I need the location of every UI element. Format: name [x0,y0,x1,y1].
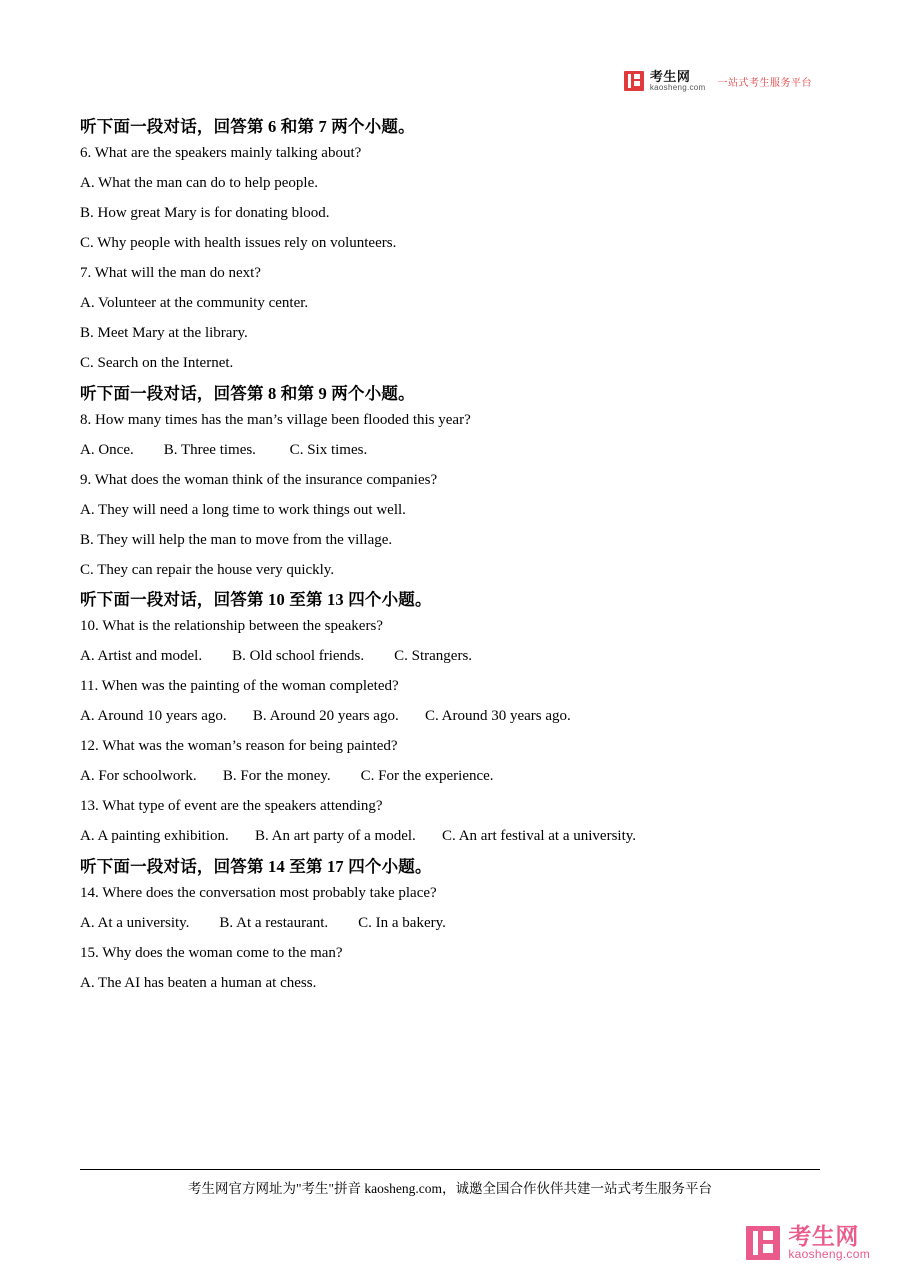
question-line: C. Why people with health issues rely on volunteers. [80,235,397,251]
question-line: 8. How many times has the man’s village been flooded this year? [80,411,471,428]
section-title: 听下面一段对话，回答第 10 至第 13 四个小题。 [80,590,432,609]
question-group-10-13 [80,578,820,845]
question-group-6-7 [80,105,820,372]
question-line: 12. What was the woman’s reason for being painted? [80,738,398,754]
question-line: B. Meet Mary at the library. [80,325,248,341]
header-logo-domain: kaosheng.com [649,82,706,92]
question-line: A. Once. B. Three times. C. Six times. [80,441,368,458]
footer-logo-name: 考生网 [788,1223,859,1250]
header-logo-text [650,70,706,92]
question-line: 13. What type of event are the speakers attending? [80,798,383,814]
question-line: C. They can repair the house very quickly. [80,561,335,578]
page-footer [0,1163,900,1273]
header-logo [624,70,812,92]
question-line: B. How great Mary is for donating blood. [80,205,330,221]
section-title: 听下面一段对话，回答第 8 和第 9 两个小题。 [80,383,415,403]
question-line: 11. When was the painting of the woman completed? [80,678,399,694]
question-line: A. Artist and model. B. Old school friends. C. Strangers. [80,648,473,664]
kaosheng-logo-icon [746,1226,780,1260]
question-line: 15. Why does the woman come to the man? [80,944,343,961]
question-line: B. They will help the man to move from the village. [80,531,393,548]
question-line: 6. What are the speakers mainly talking about? [80,145,362,161]
question-line: 9. What does the woman think of the insurance companies? [80,471,438,488]
footer-divider [80,1169,820,1170]
question-content [80,105,820,991]
question-line: C. Search on the Internet. [80,355,234,371]
kaosheng-logo-icon [624,71,644,91]
question-group-14-17 [80,845,820,992]
question-line: A. The AI has beaten a human at chess. [80,974,317,991]
header-slogan: 一站式考生服务平台 [717,77,812,89]
question-line: A. A painting exhibition. B. An art party of a model. C. An art festival at a university. [80,828,637,844]
footer-note: 考生网官方网址为"考生"拼音 kaosheng.com，诚邀全国合作伙伴共建一站式考生服务平台 [187,1181,712,1196]
question-group-8-9 [80,372,820,579]
section-title: 听下面一段对话，回答第 14 至第 17 四个小题。 [80,856,432,876]
section-title: 听下面一段对话，回答第 6 和第 7 两个小题。 [80,117,415,136]
footer-logo-domain: kaosheng.com [788,1247,870,1262]
question-line: 10. What is the relationship between the speakers? [80,618,383,634]
footer-logo [746,1224,870,1261]
footer-logo-text [788,1224,870,1261]
question-line: A. Volunteer at the community center. [80,295,309,311]
question-line: A. At a university. B. At a restaurant. C. In a bakery. [80,914,446,931]
question-line: A. They will need a long time to work things out well. [80,501,406,518]
question-line: A. Around 10 years ago. B. Around 20 years ago. C. Around 30 years ago. [80,708,571,724]
question-line: A. For schoolwork. B. For the money. C. For the experience. [80,768,494,784]
question-line: 7. What will the man do next? [80,265,261,281]
header-logo-name: 考生网 [649,69,691,84]
question-line: 14. Where does the conversation most probably take place? [80,884,437,901]
question-line: A. What the man can do to help people. [80,175,318,191]
